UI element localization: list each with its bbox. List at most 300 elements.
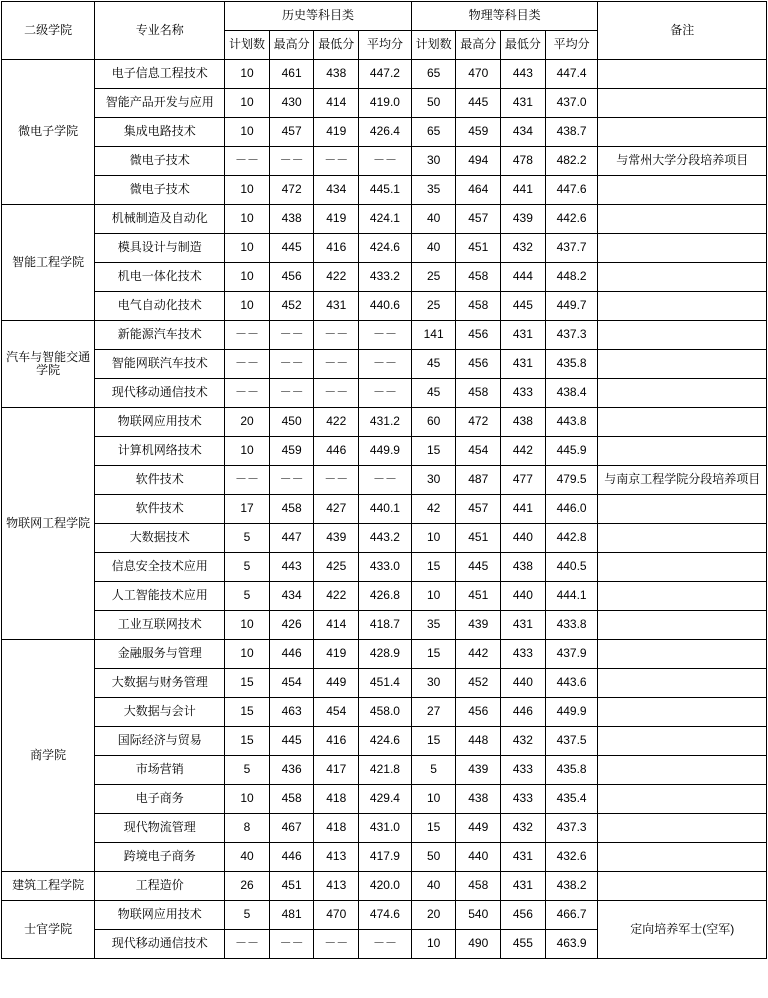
major-cell: 工程造价 xyxy=(95,872,225,901)
history-plan-cell: －－ xyxy=(225,321,270,350)
history-max-cell: 436 xyxy=(269,756,314,785)
history-avg-cell: 458.0 xyxy=(359,698,412,727)
physics-plan-cell: 40 xyxy=(411,205,456,234)
physics-avg-cell: 440.5 xyxy=(545,553,598,582)
history-min-cell: 422 xyxy=(314,263,359,292)
history-avg-cell: 431.0 xyxy=(359,814,412,843)
header-row-groups xyxy=(2,2,767,31)
physics-max-cell: 451 xyxy=(456,524,501,553)
note-cell xyxy=(598,785,767,814)
header-major: 专业名称 xyxy=(95,2,225,60)
table-row xyxy=(2,669,767,698)
history-max-cell: －－ xyxy=(269,379,314,408)
history-avg-cell: 433.2 xyxy=(359,263,412,292)
major-cell: 市场营销 xyxy=(95,756,225,785)
history-avg-cell: 419.0 xyxy=(359,89,412,118)
physics-avg-cell: 449.9 xyxy=(545,698,598,727)
header-physics-min: 最低分 xyxy=(501,31,546,60)
history-max-cell: 434 xyxy=(269,582,314,611)
physics-avg-cell: 479.5 xyxy=(545,466,598,495)
table-row xyxy=(2,292,767,321)
table-row xyxy=(2,118,767,147)
note-cell xyxy=(598,524,767,553)
history-plan-cell: 5 xyxy=(225,524,270,553)
physics-avg-cell: 437.5 xyxy=(545,727,598,756)
physics-plan-cell: 40 xyxy=(411,872,456,901)
physics-min-cell: 477 xyxy=(501,466,546,495)
major-cell: 电子信息工程技术 xyxy=(95,60,225,89)
physics-max-cell: 458 xyxy=(456,872,501,901)
physics-avg-cell: 442.6 xyxy=(545,205,598,234)
history-plan-cell: 40 xyxy=(225,843,270,872)
table-row xyxy=(2,640,767,669)
physics-max-cell: 445 xyxy=(456,553,501,582)
physics-min-cell: 433 xyxy=(501,756,546,785)
history-plan-cell: 10 xyxy=(225,785,270,814)
history-min-cell: 417 xyxy=(314,756,359,785)
note-cell xyxy=(598,60,767,89)
table-row xyxy=(2,350,767,379)
note-cell xyxy=(598,205,767,234)
physics-avg-cell: 447.4 xyxy=(545,60,598,89)
history-min-cell: 427 xyxy=(314,495,359,524)
physics-max-cell: 487 xyxy=(456,466,501,495)
physics-min-cell: 431 xyxy=(501,350,546,379)
major-cell: 现代移动通信技术 xyxy=(95,930,225,959)
college-cell: 智能工程学院 xyxy=(2,205,95,321)
history-max-cell: 481 xyxy=(269,901,314,930)
physics-avg-cell: 445.9 xyxy=(545,437,598,466)
major-cell: 新能源汽车技术 xyxy=(95,321,225,350)
history-min-cell: 438 xyxy=(314,60,359,89)
history-plan-cell: 15 xyxy=(225,727,270,756)
note-cell xyxy=(598,408,767,437)
history-min-cell: －－ xyxy=(314,930,359,959)
table-row xyxy=(2,553,767,582)
major-cell: 大数据与财务管理 xyxy=(95,669,225,698)
major-cell: 机电一体化技术 xyxy=(95,263,225,292)
physics-min-cell: 432 xyxy=(501,234,546,263)
physics-min-cell: 431 xyxy=(501,89,546,118)
history-avg-cell: 424.1 xyxy=(359,205,412,234)
note-cell: 定向培养军士(空军) xyxy=(598,901,767,959)
physics-min-cell: 455 xyxy=(501,930,546,959)
note-cell xyxy=(598,698,767,727)
physics-avg-cell: 433.8 xyxy=(545,611,598,640)
history-max-cell: 472 xyxy=(269,176,314,205)
physics-plan-cell: 25 xyxy=(411,292,456,321)
history-avg-cell: 424.6 xyxy=(359,234,412,263)
physics-plan-cell: 10 xyxy=(411,582,456,611)
note-cell xyxy=(598,495,767,524)
major-cell: 电子商务 xyxy=(95,785,225,814)
major-cell: 物联网应用技术 xyxy=(95,901,225,930)
physics-min-cell: 439 xyxy=(501,205,546,234)
physics-max-cell: 454 xyxy=(456,437,501,466)
history-avg-cell: 451.4 xyxy=(359,669,412,698)
major-cell: 工业互联网技术 xyxy=(95,611,225,640)
history-avg-cell: 429.4 xyxy=(359,785,412,814)
physics-min-cell: 432 xyxy=(501,814,546,843)
history-plan-cell: 5 xyxy=(225,553,270,582)
physics-plan-cell: 20 xyxy=(411,901,456,930)
major-cell: 软件技术 xyxy=(95,495,225,524)
note-cell xyxy=(598,292,767,321)
history-avg-cell: 424.6 xyxy=(359,727,412,756)
physics-plan-cell: 27 xyxy=(411,698,456,727)
physics-min-cell: 433 xyxy=(501,785,546,814)
header-physics-plan: 计划数 xyxy=(411,31,456,60)
history-avg-cell: 433.0 xyxy=(359,553,412,582)
physics-max-cell: 456 xyxy=(456,698,501,727)
physics-plan-cell: 30 xyxy=(411,466,456,495)
history-avg-cell: －－ xyxy=(359,379,412,408)
physics-min-cell: 438 xyxy=(501,408,546,437)
physics-plan-cell: 15 xyxy=(411,437,456,466)
physics-max-cell: 438 xyxy=(456,785,501,814)
history-avg-cell: 474.6 xyxy=(359,901,412,930)
table-row xyxy=(2,524,767,553)
history-avg-cell: 449.9 xyxy=(359,437,412,466)
major-cell: 智能网联汽车技术 xyxy=(95,350,225,379)
physics-max-cell: 456 xyxy=(456,321,501,350)
major-cell: 金融服务与管理 xyxy=(95,640,225,669)
table-row xyxy=(2,60,767,89)
physics-max-cell: 458 xyxy=(456,263,501,292)
physics-max-cell: 449 xyxy=(456,814,501,843)
physics-min-cell: 440 xyxy=(501,582,546,611)
physics-plan-cell: 42 xyxy=(411,495,456,524)
history-avg-cell: 417.9 xyxy=(359,843,412,872)
header-physics-avg: 平均分 xyxy=(545,31,598,60)
header-college: 二级学院 xyxy=(2,2,95,60)
history-plan-cell: 5 xyxy=(225,901,270,930)
header-history-max: 最高分 xyxy=(269,31,314,60)
history-max-cell: 438 xyxy=(269,205,314,234)
physics-plan-cell: 50 xyxy=(411,843,456,872)
table-row xyxy=(2,234,767,263)
history-max-cell: 445 xyxy=(269,727,314,756)
physics-avg-cell: 442.8 xyxy=(545,524,598,553)
physics-avg-cell: 446.0 xyxy=(545,495,598,524)
history-max-cell: 463 xyxy=(269,698,314,727)
history-min-cell: 449 xyxy=(314,669,359,698)
physics-min-cell: 431 xyxy=(501,321,546,350)
physics-max-cell: 457 xyxy=(456,205,501,234)
physics-avg-cell: 444.1 xyxy=(545,582,598,611)
physics-avg-cell: 438.7 xyxy=(545,118,598,147)
history-min-cell: 434 xyxy=(314,176,359,205)
college-cell: 商学院 xyxy=(2,640,95,872)
physics-plan-cell: 45 xyxy=(411,350,456,379)
history-min-cell: 446 xyxy=(314,437,359,466)
physics-max-cell: 494 xyxy=(456,147,501,176)
physics-max-cell: 452 xyxy=(456,669,501,698)
college-cell: 物联网工程学院 xyxy=(2,408,95,640)
history-max-cell: 430 xyxy=(269,89,314,118)
history-plan-cell: 10 xyxy=(225,263,270,292)
physics-min-cell: 440 xyxy=(501,669,546,698)
history-max-cell: －－ xyxy=(269,350,314,379)
history-max-cell: 450 xyxy=(269,408,314,437)
table-row xyxy=(2,495,767,524)
history-avg-cell: －－ xyxy=(359,350,412,379)
physics-plan-cell: 35 xyxy=(411,611,456,640)
history-max-cell: 446 xyxy=(269,843,314,872)
note-cell xyxy=(598,553,767,582)
table-row xyxy=(2,727,767,756)
physics-min-cell: 445 xyxy=(501,292,546,321)
header-note: 备注 xyxy=(598,2,767,60)
history-max-cell: 459 xyxy=(269,437,314,466)
history-min-cell: 425 xyxy=(314,553,359,582)
history-plan-cell: 10 xyxy=(225,437,270,466)
history-max-cell: 451 xyxy=(269,872,314,901)
history-plan-cell: 5 xyxy=(225,756,270,785)
history-min-cell: 439 xyxy=(314,524,359,553)
history-max-cell: －－ xyxy=(269,466,314,495)
history-max-cell: 454 xyxy=(269,669,314,698)
history-max-cell: 426 xyxy=(269,611,314,640)
history-avg-cell: 431.2 xyxy=(359,408,412,437)
physics-max-cell: 451 xyxy=(456,582,501,611)
physics-min-cell: 442 xyxy=(501,437,546,466)
history-max-cell: 467 xyxy=(269,814,314,843)
major-cell: 现代移动通信技术 xyxy=(95,379,225,408)
history-max-cell: 458 xyxy=(269,495,314,524)
table-row xyxy=(2,611,767,640)
table-row xyxy=(2,147,767,176)
physics-avg-cell: 432.6 xyxy=(545,843,598,872)
physics-min-cell: 446 xyxy=(501,698,546,727)
history-avg-cell: 426.4 xyxy=(359,118,412,147)
note-cell xyxy=(598,814,767,843)
header-history-plan: 计划数 xyxy=(225,31,270,60)
history-avg-cell: 420.0 xyxy=(359,872,412,901)
note-cell xyxy=(598,727,767,756)
history-min-cell: 454 xyxy=(314,698,359,727)
history-plan-cell: 20 xyxy=(225,408,270,437)
history-avg-cell: 418.7 xyxy=(359,611,412,640)
history-min-cell: 418 xyxy=(314,785,359,814)
major-cell: 国际经济与贸易 xyxy=(95,727,225,756)
physics-avg-cell: 438.2 xyxy=(545,872,598,901)
physics-min-cell: 438 xyxy=(501,553,546,582)
header-history-min: 最低分 xyxy=(314,31,359,60)
history-plan-cell: 15 xyxy=(225,698,270,727)
history-avg-cell: 447.2 xyxy=(359,60,412,89)
physics-max-cell: 464 xyxy=(456,176,501,205)
note-cell xyxy=(598,582,767,611)
physics-min-cell: 443 xyxy=(501,60,546,89)
physics-plan-cell: 30 xyxy=(411,147,456,176)
header-group-physics: 物理等科目类 xyxy=(411,2,598,31)
physics-plan-cell: 5 xyxy=(411,756,456,785)
history-avg-cell: －－ xyxy=(359,466,412,495)
physics-plan-cell: 65 xyxy=(411,60,456,89)
physics-avg-cell: 482.2 xyxy=(545,147,598,176)
physics-max-cell: 439 xyxy=(456,611,501,640)
physics-avg-cell: 449.7 xyxy=(545,292,598,321)
major-cell: 现代物流管理 xyxy=(95,814,225,843)
physics-max-cell: 457 xyxy=(456,495,501,524)
note-cell: 与常州大学分段培养项目 xyxy=(598,147,767,176)
history-avg-cell: 428.9 xyxy=(359,640,412,669)
history-plan-cell: 10 xyxy=(225,205,270,234)
history-plan-cell: 10 xyxy=(225,176,270,205)
note-cell xyxy=(598,611,767,640)
history-avg-cell: 421.8 xyxy=(359,756,412,785)
physics-plan-cell: 60 xyxy=(411,408,456,437)
header-group-history: 历史等科目类 xyxy=(225,2,412,31)
physics-avg-cell: 435.8 xyxy=(545,350,598,379)
admission-score-table xyxy=(1,1,767,959)
physics-plan-cell: 10 xyxy=(411,524,456,553)
note-cell xyxy=(598,89,767,118)
college-cell: 士官学院 xyxy=(2,901,95,959)
physics-max-cell: 540 xyxy=(456,901,501,930)
physics-max-cell: 445 xyxy=(456,89,501,118)
history-min-cell: 413 xyxy=(314,843,359,872)
history-avg-cell: －－ xyxy=(359,930,412,959)
history-min-cell: 419 xyxy=(314,205,359,234)
physics-plan-cell: 15 xyxy=(411,727,456,756)
history-plan-cell: 10 xyxy=(225,292,270,321)
table-row xyxy=(2,872,767,901)
physics-max-cell: 456 xyxy=(456,350,501,379)
physics-avg-cell: 463.9 xyxy=(545,930,598,959)
history-plan-cell: 5 xyxy=(225,582,270,611)
major-cell: 机械制造及自动化 xyxy=(95,205,225,234)
table-row xyxy=(2,814,767,843)
physics-max-cell: 442 xyxy=(456,640,501,669)
history-min-cell: －－ xyxy=(314,147,359,176)
header-history-avg: 平均分 xyxy=(359,31,412,60)
history-plan-cell: 10 xyxy=(225,234,270,263)
physics-avg-cell: 466.7 xyxy=(545,901,598,930)
physics-plan-cell: 40 xyxy=(411,234,456,263)
major-cell: 大数据与会计 xyxy=(95,698,225,727)
history-avg-cell: 440.6 xyxy=(359,292,412,321)
history-min-cell: 414 xyxy=(314,611,359,640)
history-min-cell: －－ xyxy=(314,379,359,408)
table-body xyxy=(2,60,767,959)
table-row xyxy=(2,176,767,205)
history-plan-cell: 10 xyxy=(225,640,270,669)
table-row xyxy=(2,466,767,495)
note-cell xyxy=(598,640,767,669)
history-max-cell: 446 xyxy=(269,640,314,669)
table-row xyxy=(2,843,767,872)
note-cell xyxy=(598,263,767,292)
history-max-cell: －－ xyxy=(269,147,314,176)
table-row xyxy=(2,89,767,118)
history-plan-cell: 26 xyxy=(225,872,270,901)
history-plan-cell: 10 xyxy=(225,118,270,147)
history-min-cell: －－ xyxy=(314,350,359,379)
note-cell xyxy=(598,669,767,698)
physics-min-cell: 440 xyxy=(501,524,546,553)
note-cell xyxy=(598,843,767,872)
college-cell: 微电子学院 xyxy=(2,60,95,205)
physics-max-cell: 459 xyxy=(456,118,501,147)
note-cell xyxy=(598,176,767,205)
table-row xyxy=(2,379,767,408)
history-min-cell: 422 xyxy=(314,582,359,611)
history-avg-cell: 440.1 xyxy=(359,495,412,524)
table-row xyxy=(2,785,767,814)
major-cell: 信息安全技术应用 xyxy=(95,553,225,582)
table-head xyxy=(2,2,767,60)
physics-avg-cell: 443.6 xyxy=(545,669,598,698)
history-max-cell: 445 xyxy=(269,234,314,263)
physics-min-cell: 431 xyxy=(501,611,546,640)
history-plan-cell: －－ xyxy=(225,379,270,408)
physics-min-cell: 434 xyxy=(501,118,546,147)
history-max-cell: 457 xyxy=(269,118,314,147)
physics-plan-cell: 50 xyxy=(411,89,456,118)
physics-min-cell: 431 xyxy=(501,843,546,872)
history-min-cell: －－ xyxy=(314,466,359,495)
physics-plan-cell: 15 xyxy=(411,814,456,843)
note-cell xyxy=(598,437,767,466)
history-min-cell: 418 xyxy=(314,814,359,843)
physics-max-cell: 440 xyxy=(456,843,501,872)
history-avg-cell: －－ xyxy=(359,321,412,350)
major-cell: 电气自动化技术 xyxy=(95,292,225,321)
history-min-cell: 416 xyxy=(314,234,359,263)
physics-plan-cell: 25 xyxy=(411,263,456,292)
history-plan-cell: －－ xyxy=(225,350,270,379)
note-cell xyxy=(598,756,767,785)
history-max-cell: －－ xyxy=(269,930,314,959)
major-cell: 微电子技术 xyxy=(95,176,225,205)
note-cell xyxy=(598,321,767,350)
history-min-cell: 422 xyxy=(314,408,359,437)
table-row xyxy=(2,321,767,350)
physics-min-cell: 441 xyxy=(501,176,546,205)
major-cell: 模具设计与制造 xyxy=(95,234,225,263)
physics-avg-cell: 437.3 xyxy=(545,321,598,350)
table-row xyxy=(2,437,767,466)
physics-max-cell: 470 xyxy=(456,60,501,89)
history-max-cell: 452 xyxy=(269,292,314,321)
physics-plan-cell: 15 xyxy=(411,553,456,582)
physics-max-cell: 458 xyxy=(456,292,501,321)
physics-min-cell: 433 xyxy=(501,640,546,669)
physics-avg-cell: 437.9 xyxy=(545,640,598,669)
physics-min-cell: 478 xyxy=(501,147,546,176)
history-max-cell: 456 xyxy=(269,263,314,292)
note-cell xyxy=(598,118,767,147)
history-min-cell: －－ xyxy=(314,321,359,350)
table-row xyxy=(2,698,767,727)
table-row xyxy=(2,263,767,292)
physics-avg-cell: 437.0 xyxy=(545,89,598,118)
college-cell: 建筑工程学院 xyxy=(2,872,95,901)
history-plan-cell: 10 xyxy=(225,89,270,118)
college-cell: 汽车与智能交通学院 xyxy=(2,321,95,408)
history-min-cell: 419 xyxy=(314,118,359,147)
history-max-cell: －－ xyxy=(269,321,314,350)
major-cell: 智能产品开发与应用 xyxy=(95,89,225,118)
table-row xyxy=(2,205,767,234)
history-min-cell: 413 xyxy=(314,872,359,901)
physics-avg-cell: 438.4 xyxy=(545,379,598,408)
physics-plan-cell: 30 xyxy=(411,669,456,698)
history-avg-cell: －－ xyxy=(359,147,412,176)
history-min-cell: 470 xyxy=(314,901,359,930)
